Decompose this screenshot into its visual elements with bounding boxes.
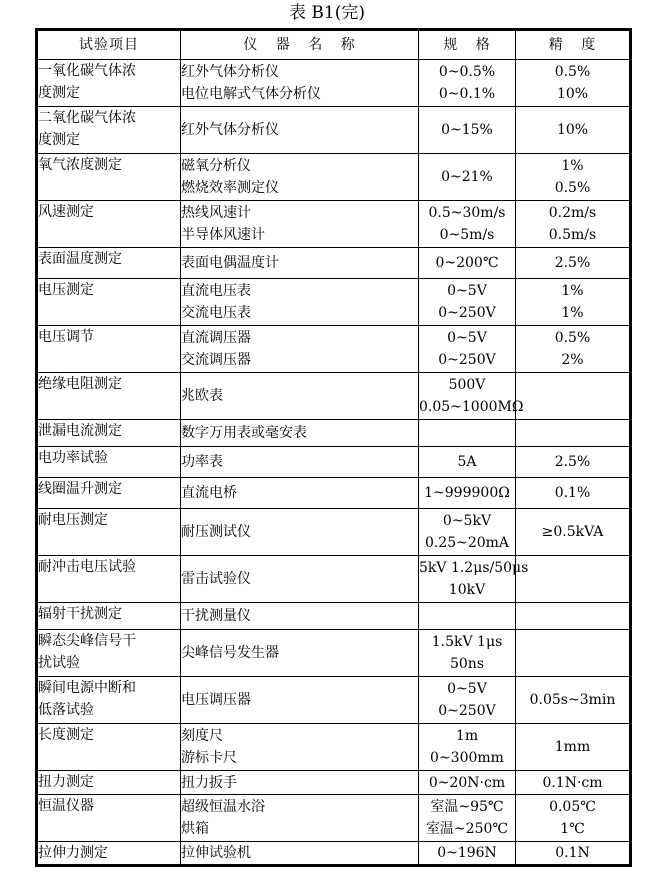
cell-text: 游标卡尺 [181, 750, 237, 766]
cell-text: 0~20N·cm [428, 774, 506, 791]
table-row [37, 795, 631, 842]
cell-text: 半导体风速计 [181, 227, 265, 243]
cell-text: 0.2m/s [548, 205, 597, 221]
cell-text: 0.1N·cm [542, 774, 603, 791]
precision-cell [516, 279, 631, 326]
cell-text: 0.5m/s [548, 227, 597, 243]
cell-text: 10kV [448, 582, 486, 598]
table-row [37, 60, 631, 107]
cell-text: 500V [448, 377, 486, 393]
test-item-cell [37, 724, 181, 771]
test-item-cell [37, 420, 181, 447]
cell-text: 2.5% [554, 454, 591, 470]
cell-text: 电压测定 [38, 282, 94, 298]
specification-cell [419, 556, 529, 603]
instrument-cell [181, 248, 419, 279]
precision-cell [516, 556, 631, 603]
cell-text: 0~250V [438, 703, 496, 719]
specification-cell [419, 771, 516, 795]
cell-text: 5A [457, 454, 477, 470]
cell-text: 红外气体分析仪 [181, 122, 279, 138]
test-item-cell [37, 478, 181, 509]
test-item-cell [37, 201, 181, 248]
cell-text: 1~999900Ω [424, 485, 510, 501]
specification-cell [419, 201, 516, 248]
precision-cell [516, 724, 631, 771]
cell-text: 交流电压表 [181, 305, 251, 321]
cell-text: 耐电压测定 [38, 512, 108, 528]
instrument-cell [181, 60, 419, 107]
cell-text: 直流电桥 [181, 485, 237, 501]
specification-cell [419, 795, 516, 842]
table-row [37, 201, 631, 248]
cell-text: 10% [556, 86, 589, 102]
instrument-cell [181, 603, 419, 630]
cell-text: 干扰测量仪 [181, 608, 251, 624]
instrument-cell [181, 677, 419, 724]
header-row [37, 30, 631, 60]
cell-text: 瞬态尖峰信号干 [38, 633, 136, 649]
specification-cell [419, 154, 516, 201]
cell-text: 电功率试验 [38, 450, 108, 466]
cell-text: 热线风速计 [181, 205, 251, 221]
cell-text: 1% [561, 158, 584, 174]
cell-text: 超级恒温水浴 [181, 799, 265, 815]
instrument-cell [181, 420, 419, 447]
cell-text: 0.5~30m/s [428, 205, 506, 221]
precision-cell [516, 509, 631, 556]
cell-text: 0~5kV [442, 513, 492, 529]
table-row [37, 630, 631, 677]
test-item-cell [37, 373, 181, 420]
cell-text: 0.5% [554, 180, 591, 196]
table-row [37, 556, 631, 603]
specification-cell [419, 630, 516, 677]
cell-text: 辐射干扰测定 [38, 606, 122, 622]
test-item-cell [37, 677, 181, 724]
header-instrument-name: 仪 器 名 称 [181, 30, 419, 60]
cell-text: 泄漏电流测定 [38, 423, 122, 439]
test-item-cell [37, 842, 181, 866]
instrument-cell [181, 478, 419, 509]
cell-text: 0.05℃ [549, 799, 596, 815]
precision-cell [516, 154, 631, 201]
instrument-cell [181, 795, 419, 842]
cell-text: 红外气体分析仪 [181, 64, 279, 80]
specification-cell [419, 509, 516, 556]
cell-text: 1.5kV 1μs [431, 634, 503, 650]
precision-cell [516, 447, 631, 478]
cell-text: 数字万用表或毫安表 [181, 425, 307, 441]
test-item-cell [37, 630, 181, 677]
cell-text: 0~0.1% [438, 86, 496, 102]
cell-text: 尖峰信号发生器 [181, 645, 279, 661]
cell-text: 0~200℃ [435, 255, 499, 271]
cell-text: 瞬间电源中断和 [38, 680, 136, 696]
cell-text: 0~5V [447, 283, 487, 299]
cell-text: 兆欧表 [181, 388, 223, 404]
table-row [37, 771, 631, 795]
test-item-cell [37, 603, 181, 630]
specification-cell [419, 724, 516, 771]
cell-text: 2.5% [554, 255, 591, 271]
table-row [37, 724, 631, 771]
cell-text: 0~300mm [430, 750, 504, 766]
cell-text: 直流调压器 [181, 330, 251, 346]
table-title: 表 B1(完) [289, 3, 365, 23]
header-test-item: 试验项目 [37, 30, 181, 60]
table-row [37, 478, 631, 509]
precision-cell [516, 248, 631, 279]
precision-cell [516, 630, 631, 677]
cell-text: 0~250V [438, 305, 496, 321]
cell-text: 电压调压器 [181, 692, 251, 708]
precision-cell [516, 842, 631, 866]
specification-cell [419, 279, 516, 326]
cell-text: 刻度尺 [181, 728, 223, 744]
precision-cell [516, 420, 631, 447]
specification-cell [419, 60, 516, 107]
cell-text: 0~5V [447, 330, 487, 346]
instrument-cell [181, 771, 419, 795]
test-item-cell [37, 279, 181, 326]
specification-cell [419, 326, 516, 373]
cell-text: 5kV 1.2μs/50μs [419, 560, 529, 576]
cell-text: 0~5V [447, 681, 487, 697]
cell-text: ≥0.5kVA [541, 524, 604, 540]
header-specification: 规 格 [419, 30, 516, 60]
cell-text: 绝缘电阻测定 [38, 376, 122, 392]
specification-cell [419, 677, 516, 724]
specification-cell [419, 107, 516, 154]
test-item-cell [37, 771, 181, 795]
cell-text: 功率表 [181, 454, 223, 470]
specification-cell [419, 420, 516, 447]
cell-text: 度测定 [38, 132, 80, 148]
precision-cell [516, 107, 631, 154]
cell-text: 长度测定 [38, 727, 94, 743]
precision-cell [516, 373, 631, 420]
instrument-cell [181, 279, 419, 326]
test-item-cell [37, 107, 181, 154]
test-item-cell [37, 248, 181, 279]
cell-text: 燃烧效率测定仪 [181, 180, 279, 196]
cell-text: 一氧化碳气体浓 [38, 63, 136, 79]
test-item-cell [37, 556, 181, 603]
cell-text: 扭力扳手 [181, 774, 237, 791]
cell-text: 0~21% [441, 169, 493, 185]
table-row [37, 107, 631, 154]
cell-text: 0.25~20mA [424, 535, 510, 551]
cell-text: 烘箱 [181, 821, 209, 837]
instrument-cell [181, 107, 419, 154]
cell-text: 1% [561, 283, 584, 299]
cell-text: 扭力测定 [38, 774, 94, 790]
cell-text: 耐冲击电压试验 [38, 559, 136, 575]
table-row [37, 326, 631, 373]
test-item-cell [37, 60, 181, 107]
table-row [37, 677, 631, 724]
specification-cell [419, 478, 516, 509]
cell-text: 拉伸力测定 [38, 845, 108, 861]
cell-text: 0.1% [554, 485, 591, 501]
cell-text: 1mm [554, 739, 591, 755]
cell-text: 表面电偶温度计 [181, 255, 279, 271]
cell-text: 电位电解式气体分析仪 [181, 86, 321, 102]
test-item-cell [37, 447, 181, 478]
table-row [37, 447, 631, 478]
cell-text: 表面温度测定 [38, 251, 122, 267]
cell-text: 恒温仪器 [38, 798, 94, 814]
precision-cell [516, 771, 631, 795]
cell-text: 扰试验 [38, 655, 80, 671]
cell-text: 线圈温升测定 [38, 481, 122, 497]
cell-text: 拉伸试验机 [181, 845, 251, 861]
instrument-cell [181, 373, 419, 420]
instrument-cell [181, 201, 419, 248]
cell-text: 0~15% [441, 122, 493, 138]
instrument-cell [181, 724, 419, 771]
cell-text: 氧气浓度测定 [38, 157, 122, 173]
cell-text: 0.05~1000MΩ [419, 399, 524, 415]
precision-cell [516, 478, 631, 509]
cell-text: 雷击试验仪 [181, 571, 251, 587]
cell-text: 电压调节 [38, 329, 94, 345]
table-row [37, 373, 631, 420]
table-row [37, 154, 631, 201]
table-row [37, 509, 631, 556]
instrument-cell [181, 509, 419, 556]
precision-cell [516, 326, 631, 373]
cell-text: 0~250V [438, 352, 496, 368]
table-row [37, 842, 631, 866]
table-row [37, 603, 631, 630]
cell-text: 二氧化碳气体浓 [38, 110, 136, 126]
cell-text: 0.05s~3min [529, 692, 616, 708]
precision-cell [516, 603, 631, 630]
cell-text: 2% [561, 352, 584, 368]
cell-text: 交流调压器 [181, 352, 251, 368]
cell-text: 0.5% [554, 64, 591, 80]
cell-text: 1℃ [560, 821, 585, 837]
instrument-cell [181, 842, 419, 866]
test-item-cell [37, 795, 181, 842]
precision-cell [516, 201, 631, 248]
test-item-cell [37, 326, 181, 373]
cell-text: 低落试验 [38, 702, 94, 718]
instrument-cell [181, 326, 419, 373]
test-item-cell [37, 154, 181, 201]
cell-text: 0~0.5% [438, 64, 496, 80]
precision-cell [516, 677, 631, 724]
cell-text: 0~196N [437, 845, 497, 861]
precision-cell [516, 795, 631, 842]
cell-text: 室温~250℃ [425, 821, 509, 837]
cell-text: 度测定 [38, 85, 80, 101]
cell-text: 0.5% [554, 330, 591, 346]
equipment-table [35, 28, 632, 867]
table-row [37, 279, 631, 326]
instrument-cell [181, 447, 419, 478]
table-row [37, 420, 631, 447]
cell-text: 1m [455, 728, 479, 744]
cell-text: 10% [556, 122, 589, 138]
specification-cell [419, 248, 516, 279]
instrument-cell [181, 556, 419, 603]
specification-cell [419, 373, 524, 420]
instrument-cell [181, 630, 419, 677]
specification-cell [419, 447, 516, 478]
cell-text: 0~5m/s [439, 227, 495, 243]
cell-text: 0.1N [555, 845, 590, 861]
specification-cell [419, 603, 516, 630]
test-item-cell [37, 509, 181, 556]
header-precision: 精 度 [516, 30, 631, 60]
specification-cell [419, 842, 516, 866]
table-row [37, 248, 631, 279]
instrument-cell [181, 154, 419, 201]
cell-text: 50ns [449, 656, 484, 672]
precision-cell [516, 60, 631, 107]
cell-text: 直流电压表 [181, 283, 251, 299]
cell-text: 室温~95℃ [430, 799, 504, 815]
cell-text: 风速测定 [38, 204, 94, 220]
cell-text: 耐压测试仪 [181, 524, 251, 540]
cell-text: 1% [561, 305, 584, 321]
cell-text: 磁氧分析仪 [181, 158, 251, 174]
